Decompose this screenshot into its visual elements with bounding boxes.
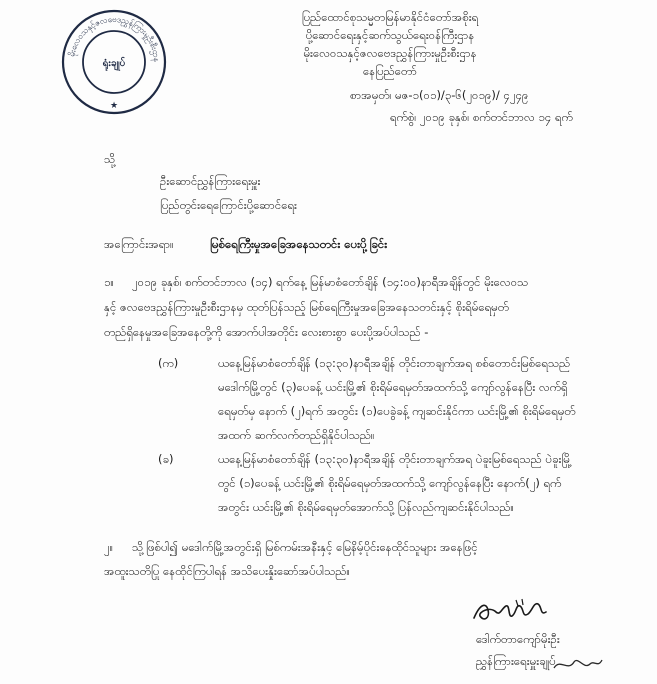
header-line-1: ပြည်ထောင်စုသမ္မတမြန်မာနိုင်ငံတော်အစိုးရ [301,10,479,24]
para1-number: ၁။ [104,275,114,289]
stamp-scribble [550,650,606,678]
recipient-line-1: ဦးဆောင်ညွှန်ကြားရေးမှူး [160,174,261,188]
para1-line-1: ၂၀၁၉ ခုနှစ်၊ စက်တင်ဘာလ (၁၄) ရက်နေ့ မြန်မာစံတော်ချိန် (၁၄:၀၀)နာရီအချိန်တွင် မိုးလေဝသ [132,275,529,289]
item-a-line-4: အထက် ဆက်လက်တည်ရှိနိုင်ပါသည်။ [218,428,375,442]
item-b-line-1: ယနေ့မြန်မာစံတော်ချိန် (၁၃:၃၀)နာရီအချိန် တိုင်းတာချက်အရ ပဲခူးမြစ်ရေသည် ပဲခူးမြို့ [218,452,572,466]
item-b-line-2: တွင် (၁)ပေခန့် ယင်းမြို့၏ စိုးရိမ်ရေမှတ်အထက်သို့ ကျော်လွန်နေပြီး နောက်(၂) ရက် [218,476,562,490]
letter-date: ရက်စွဲ၊ ၂၀၁၉ ခုနှစ်၊ စက်တင်ဘာလ ၁၄ ရက် [390,110,573,124]
header-line-4: နေပြည်တော် [363,64,417,78]
para1-line-3: တည်ရှိနေမှုအခြေအနေတို့ကို အောက်ပါအတိုင်း လေးစားစွာ ပေးပို့အပ်ပါသည် - [104,325,429,339]
item-b-line-3: အတွင်း ယင်းမြို့၏ စိုးရိမ်ရေမှတ်အောက်သို့ ပြန်လည်ကျဆင်းနိုင်ပါသည်။ [218,500,515,514]
seal-ring-text: မိုးလေဝသနှင့်ဇလဗေဒညွှန်ကြားမှုဦးစီးဌာန [67,14,162,63]
subject-label: အကြောင်းအရာ။ [104,237,174,251]
item-b-label: (ခ) [158,452,174,466]
official-seal [60,8,168,116]
item-a-line-1: ယနေ့မြန်မာစံတော်ချိန် (၁၃:၃၀)နာရီအချိန် တိုင်းတာချက်အရ စစ်တောင်းမြစ်ရေသည် [218,356,571,370]
para2-line-1: သို့ဖြစ်ပါ၍ မဒေါက်မြို့အတွင်းရှိ မြစ်ကမ်းအနီးနှင့် မြေနိမ့်ပိုင်းနေထိုင်သူများ အနေဖြင့် [132,540,478,554]
letter-number: စာအမှတ်၊ မဇ-၁(၀၁)/၃-၆(၂၀၁၉)/ ၄၂၄၉ [350,88,529,102]
recipient-to: သို့ [104,152,116,166]
signatory-title: ညွှန်ကြားရေးမှူးချုပ် [476,654,556,668]
seal-star-icon: ★ [109,101,119,111]
item-a-label: (က) [158,356,179,370]
handwritten-signature [470,596,550,626]
para2-number: ၂။ [104,540,114,554]
item-a-line-2: မဒေါက်မြို့တွင် (၃)ပေခန့် ယင်းမြို့၏ စိုးရိမ်ရေမှတ်အထက်သို့ ကျော်လွန်နေပြီး လက်ရှိ [218,380,568,394]
recipient-line-2: ပြည်တွင်းရေကြောင်းပို့ဆောင်ရေး [160,198,297,212]
para2-line-2: အထူးသတိပြု နေထိုင်ကြပါရန် အသိပေးနှိုးဆော်အပ်ပါသည်။ [104,564,350,578]
para1-line-2: နှင့် ဇလဗေဒညွှန်ကြားမှုဦးစီးဌာနမှ ထုတ်ပြန်သည့် မြစ်ရေကြီးမှုအခြေအနေသတင်းနှင့် စိုးရိမ်ရေမှတ် [104,300,509,314]
item-a-line-3: ရေမှတ်မှ နောက် (၂)ရက် အတွင်း (၁)ပေခွဲခန့် ကျဆင်းနိုင်ကာ ယင်းမြို့၏ စိုးရိမ်ရေမှတ် [218,404,576,418]
header-line-2: ပို့ဆောင်ရေးနှင့်ဆက်သွယ်ရေးဝန်ကြီးဌာန [305,28,475,42]
signatory-name: ဒေါက်တာကျော်မိုးဦး [476,632,560,646]
header-line-3: မိုးလေဝသနှင့်ဇလဗေဒညွှန်ကြားမှုဦးစီးဌာန [303,46,477,60]
subject-text: မြစ်ရေကြီးမှုအခြေအနေသတင်း ပေးပို့ခြင်း [210,237,388,251]
seal-center-text: ရုံးချုပ် [102,58,126,69]
